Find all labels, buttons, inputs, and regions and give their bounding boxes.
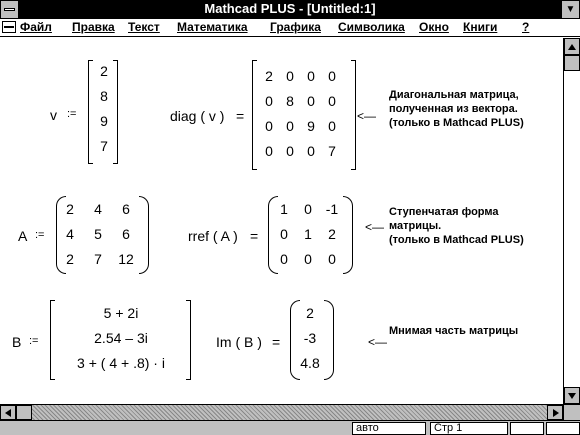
system-menu-button[interactable] xyxy=(0,0,19,19)
note-line: матрицы. xyxy=(389,220,442,232)
note-line: полученная из вектора. xyxy=(389,103,518,115)
menu-bar xyxy=(0,19,580,37)
page-number-field: Стр 1 xyxy=(430,422,508,435)
rref-matrix-cell: 0 xyxy=(328,251,336,267)
arrow-pointer: <— xyxy=(365,220,385,234)
var-v-label: v xyxy=(50,107,57,123)
matrix-a-cell: 4 xyxy=(94,201,102,217)
arrow-pointer: <— xyxy=(368,335,388,349)
vector-b-element: 5 + 2i xyxy=(103,305,139,321)
status-field-empty xyxy=(510,422,544,435)
paren-right xyxy=(139,196,149,274)
horizontal-scroll-thumb[interactable] xyxy=(16,405,32,420)
scroll-up-button[interactable] xyxy=(564,38,580,55)
document-control-menu[interactable] xyxy=(2,21,16,33)
menu-item[interactable]: Графика xyxy=(270,20,321,34)
matrix-a-cell: 2 xyxy=(66,201,74,217)
diag-matrix-cell: 2 xyxy=(265,68,273,84)
title-bar xyxy=(0,0,580,19)
diag-matrix-cell: 0 xyxy=(286,143,294,159)
scroll-right-button[interactable] xyxy=(547,405,563,420)
diag-function: diag ( v ) xyxy=(170,108,225,124)
scroll-down-button[interactable] xyxy=(564,387,580,404)
down-arrow-icon xyxy=(568,393,576,399)
note-rref xyxy=(389,205,524,247)
vector-b-element: 3 + ( 4 + .8) · i xyxy=(77,355,165,371)
diag-matrix-cell: 9 xyxy=(307,118,315,134)
diag-matrix-cell: 0 xyxy=(328,93,336,109)
menu-item[interactable]: Окно xyxy=(419,20,449,34)
note-line: (только в Mathcad PLUS) xyxy=(389,234,524,246)
vertical-scrollbar[interactable] xyxy=(563,38,580,404)
im-result-element: 4.8 xyxy=(300,355,320,371)
menu-item[interactable]: Текст xyxy=(128,20,160,34)
left-arrow-icon xyxy=(5,409,11,417)
menu-item[interactable]: Правка xyxy=(72,20,115,34)
rref-matrix-cell: 1 xyxy=(280,201,288,217)
vector-v-element: 2 xyxy=(100,63,108,79)
rref-matrix-cell: 0 xyxy=(280,251,288,267)
menu-item[interactable]: Книги xyxy=(463,20,498,34)
diag-matrix-cell: 0 xyxy=(307,68,315,84)
menu-item[interactable]: ? xyxy=(522,20,530,34)
equals-sign: = xyxy=(236,108,245,124)
bracket-left xyxy=(252,60,257,170)
var-b-label: B xyxy=(12,334,22,350)
rref-matrix-cell: 0 xyxy=(304,251,312,267)
im-result-element: -3 xyxy=(303,330,317,346)
status-field-empty xyxy=(546,422,580,435)
equals-sign: = xyxy=(272,334,281,350)
status-bar xyxy=(0,420,580,435)
vertical-scroll-thumb[interactable] xyxy=(564,55,580,71)
note-im xyxy=(389,324,518,338)
calc-mode-field: авто xyxy=(352,422,426,435)
matrix-a-cell: 5 xyxy=(94,226,102,242)
rref-matrix-cell: 1 xyxy=(304,226,312,242)
var-a-label: A xyxy=(18,228,28,244)
arrow-pointer: <— xyxy=(357,109,377,123)
matrix-a-cell: 4 xyxy=(66,226,74,242)
note-line: Мнимая часть матрицы xyxy=(389,325,519,337)
right-arrow-icon xyxy=(553,409,559,417)
rref-matrix-cell: 2 xyxy=(328,226,336,242)
scroll-left-button[interactable] xyxy=(0,405,16,420)
im-function: Im ( B ) xyxy=(216,334,262,350)
diag-matrix-cell: 0 xyxy=(286,68,294,84)
note-line: Ступенчатая форма xyxy=(389,206,499,218)
diag-matrix-cell: 0 xyxy=(265,143,273,159)
diag-matrix-cell: 0 xyxy=(328,118,336,134)
vector-v-element: 8 xyxy=(100,88,108,104)
menu-item[interactable]: Файл xyxy=(20,20,52,34)
vector-b-element: 2.54 – 3i xyxy=(94,330,148,346)
rref-function: rref ( A ) xyxy=(188,228,238,244)
bracket-right xyxy=(351,60,356,170)
matrix-a-cell: 6 xyxy=(122,226,130,242)
vector-v-element: 9 xyxy=(100,113,108,129)
assign-operator: := xyxy=(29,335,39,347)
assign-operator: := xyxy=(67,108,77,120)
rref-matrix-cell: 0 xyxy=(280,226,288,242)
note-diag xyxy=(389,88,524,130)
dash-icon xyxy=(4,8,15,11)
assign-operator: := xyxy=(35,229,45,241)
rref-matrix-cell: -1 xyxy=(325,201,339,217)
worksheet[interactable] xyxy=(0,38,563,404)
scrollbar-corner xyxy=(563,404,580,420)
note-line: (только в Mathcad PLUS) xyxy=(389,117,524,129)
menu-item[interactable]: Символика xyxy=(338,20,405,34)
diag-matrix-cell: 0 xyxy=(307,143,315,159)
diag-matrix-cell: 7 xyxy=(328,143,336,159)
up-arrow-icon xyxy=(568,44,576,50)
dash-icon xyxy=(4,26,14,28)
matrix-a-cell: 6 xyxy=(122,201,130,217)
diag-matrix-cell: 0 xyxy=(265,93,273,109)
down-arrow-icon: ▼ xyxy=(565,4,576,15)
note-line: Диагональная матрица, xyxy=(389,89,519,101)
diag-matrix-cell: 0 xyxy=(307,93,315,109)
window-title: Mathcad PLUS - [Untitled:1] xyxy=(204,1,376,16)
paren-right xyxy=(343,196,353,274)
equals-sign: = xyxy=(250,228,259,244)
matrix-a-cell: 7 xyxy=(94,251,102,267)
rref-matrix-cell: 0 xyxy=(304,201,312,217)
matrix-a-cell: 12 xyxy=(118,251,134,267)
diag-matrix-cell: 0 xyxy=(265,118,273,134)
minimize-button[interactable] xyxy=(561,0,580,19)
diag-matrix-cell: 8 xyxy=(286,93,294,109)
menu-item[interactable]: Математика xyxy=(177,20,248,34)
horizontal-scrollbar[interactable] xyxy=(0,404,563,420)
diag-matrix-cell: 0 xyxy=(328,68,336,84)
diag-matrix-cell: 0 xyxy=(286,118,294,134)
matrix-a-cell: 2 xyxy=(66,251,74,267)
im-result-element: 2 xyxy=(306,305,314,321)
vector-v-element: 7 xyxy=(100,138,108,154)
